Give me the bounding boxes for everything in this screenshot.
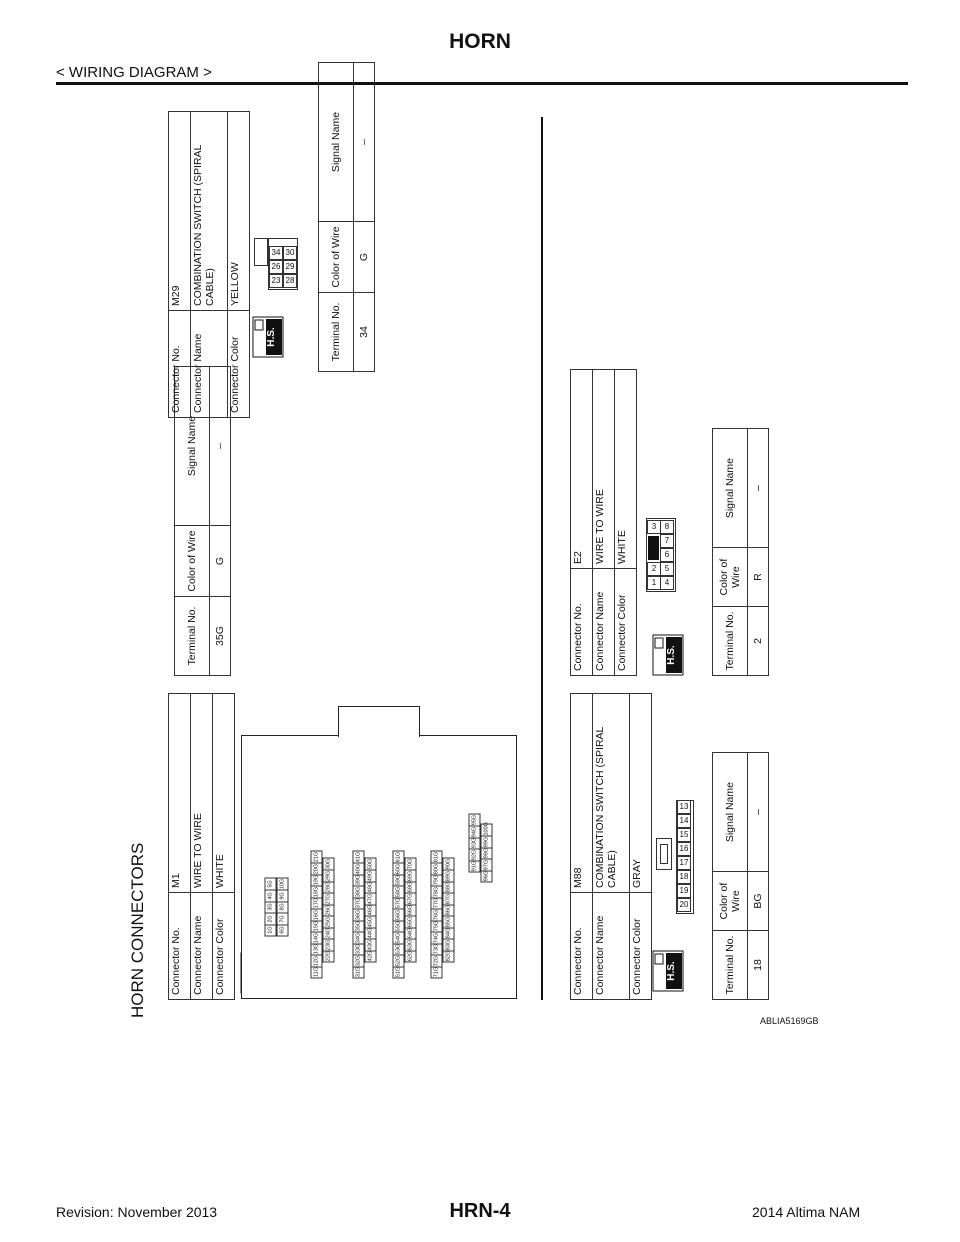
pin-cell: 59G [393,874,405,887]
pin-cell: 22G [323,950,335,963]
pin-cell: 48G [365,881,377,894]
pin-cell: 29 [283,260,297,274]
pin-cell: 84G [443,927,455,940]
pin-cell: 26 [269,260,283,274]
label-signal-name: Signal Name [175,367,210,526]
pin-cell: 47G [365,892,377,905]
pin-cell: 85G [443,915,455,928]
label-color-of-wire: Color of Wire [175,526,210,597]
connector-hs-icon [652,634,684,676]
connector-name-value: COMBINATION SWITCH (SPIRAL CABLE) [191,112,228,311]
pin-cell: 75G [431,920,443,933]
pin-cell: 96G [481,870,493,883]
pin-cell: 64G [405,927,417,940]
pin-cell: 37G [353,897,365,910]
pin-cell: 16G [311,908,323,921]
pin-cell: 81G [431,851,443,864]
pin-cell: 15 [677,828,691,842]
label-connector-no: Connector No. [571,893,593,1000]
label-terminal-no: Terminal No. [713,607,748,676]
pin-cell: 100G [481,824,493,837]
connector-e2-info-table [570,369,637,676]
pin-cell: 19G [311,874,323,887]
connector-color-value: YELLOW [228,112,250,311]
pin-cell: 26G [323,904,335,917]
pin-cell: 33G [353,943,365,956]
pin-cell: 77G [431,897,443,910]
pin-cell: 6 [660,548,674,562]
label-connector-no: Connector No. [571,569,593,676]
pin-cell: 50G [365,858,377,871]
pin-cell: 98G [481,847,493,860]
pin-cell: 14G [311,931,323,944]
pin-cell: 94G [469,825,481,838]
connector-name-value: COMBINATION SWITCH (SPIRAL CABLE) [593,694,630,893]
svg-text:H.S.: H.S. [666,961,677,981]
pin-cell: 73G [431,943,443,956]
pin-cell: 6G [277,924,289,937]
pin-cell: 31G [353,966,365,979]
pin-cell: 86G [443,904,455,917]
pin-cell: 1G [265,924,277,937]
signal-value: – [748,429,769,548]
label-connector-name: Connector Name [191,893,213,1000]
label-connector-name: Connector Name [191,311,228,418]
pin-cell: 25G [323,915,335,928]
connector-m1-body [241,735,517,999]
label-terminal-no: Terminal No. [713,931,748,1000]
wire-color-value: BG [748,872,769,931]
pin-cell: 4 [660,576,674,590]
connector-m88-terminal-table [712,752,769,1000]
pin-cell: 35G [353,920,365,933]
label-signal-name: Signal Name [713,753,748,872]
pin-cell: 32G [353,954,365,967]
connector-no-value: M29 [169,112,191,311]
pin-cell: 8G [277,901,289,914]
label-connector-color: Connector Color [630,893,652,1000]
pin-cell: 67G [405,892,417,905]
pin-cell: 56G [393,908,405,921]
pin-cell: 40G [353,862,365,875]
pin-cell: 36G [353,908,365,921]
pin-cell: 3 [647,520,661,534]
connector-m29-info-table [168,111,250,418]
label-color-of-wire: Color of Wire [713,872,748,931]
pin-cell: 62G [405,950,417,963]
connector-m29-terminal-table [318,62,375,372]
pin-cell: 72G [431,954,443,967]
pin-cell: 9G [277,889,289,902]
pin-cell: 21G [311,851,323,864]
pin-cell: 30 [283,246,297,260]
pin-cell: 41G [353,851,365,864]
pin-cell: 7 [660,534,674,548]
pin-cell: 66G [405,904,417,917]
pin-cell: 70G [405,858,417,871]
pin-cell: 53G [393,943,405,956]
pin-cell: 19 [677,884,691,898]
pin-cell: 13 [677,800,691,814]
pin-cell: 82G [443,950,455,963]
pin-cell: 23G [323,938,335,951]
pin-cell: 43G [365,938,377,951]
connector-color-value: WHITE [615,370,637,569]
pin-cell: 23 [269,274,283,288]
label-connector-name: Connector Name [593,893,630,1000]
connector-hs-icon [652,950,684,992]
pin-cell: 39G [353,874,365,887]
pin-cell: 71G [431,966,443,979]
pin-cell: 58G [393,885,405,898]
pin-cell: 68G [405,881,417,894]
connector-no-value: M88 [571,694,593,893]
svg-text:H.S.: H.S. [666,645,677,665]
pin-cell: 91G [469,860,481,873]
pin-cell: 4G [265,889,277,902]
connector-m1-latch [338,706,420,737]
pin-cell: 5 [660,562,674,576]
label-terminal-no: Terminal No. [319,293,354,372]
pin-cell: 45G [365,915,377,928]
pin-cell: 1 [647,576,661,590]
column-divider [541,117,543,1000]
section-title: HORN CONNECTORS [128,842,147,1018]
wire-color-value: G [210,526,231,597]
pin-cell: 99G [481,835,493,848]
pin-cell: 38G [353,885,365,898]
pin-cell: 14 [677,814,691,828]
pin-cell: 2 [647,562,661,576]
pin-cell: 97G [481,858,493,871]
pin-cell: 74G [431,931,443,944]
pin-cell: 51G [393,966,405,979]
pin-cell: 57G [393,897,405,910]
pin-cell: 83G [443,938,455,951]
pin-cell: 20 [677,898,691,912]
terminal-value: 34 [354,293,375,372]
label-signal-name: Signal Name [319,63,354,222]
pin-cell: 17 [677,856,691,870]
pin-cell: 3G [265,901,277,914]
pin-cell: 89G [443,869,455,882]
label-connector-no: Connector No. [169,311,191,418]
pin-cell: 52G [393,954,405,967]
connector-no-value: E2 [571,370,593,569]
pin-cell: 5G [265,878,277,891]
label-connector-color: Connector Color [615,569,637,676]
terminal-value: 18 [748,931,769,1000]
pin-cell: 20G [311,862,323,875]
pin-cell: 69G [405,869,417,882]
pin-cell: 10G [277,878,289,891]
pin-cell: 28 [283,274,297,288]
signal-value: – [354,63,375,222]
pin-cell: 18 [677,870,691,884]
page-subtitle: < WIRING DIAGRAM > [56,64,212,81]
pin-cell: 2G [265,912,277,925]
connector-m29-face [254,238,296,288]
pin-cell: 90G [443,858,455,871]
pin-cell: 8 [660,520,674,534]
pin-cell: 27G [323,892,335,905]
pin-cell: 18G [311,885,323,898]
pin-cell: 30G [323,858,335,871]
label-connector-name: Connector Name [593,569,615,676]
footer-model: 2014 Altima NAM [752,1204,861,1220]
connector-m29-latch [254,238,268,266]
connector-e2-key [648,536,659,560]
pin-cell: 24G [323,927,335,940]
wire-color-value: R [748,548,769,607]
pin-cell: 80G [431,862,443,875]
footer-revision: Revision: November 2013 [56,1204,218,1220]
pin-cell: 55G [393,920,405,933]
pin-cell: 65G [405,915,417,928]
connector-m88-face [652,800,692,912]
connector-color-value: WHITE [213,694,235,893]
pin-cell: 49G [365,869,377,882]
pin-cell: 12G [311,954,323,967]
pin-cell: 87G [443,892,455,905]
pin-cell: 15G [311,920,323,933]
terminal-value: 2 [748,607,769,676]
terminal-value: 35G [210,597,231,676]
connector-no-value: M1 [169,694,191,893]
signal-value: – [748,753,769,872]
pin-cell: 11G [311,966,323,979]
pin-cell: 76G [431,908,443,921]
pin-cell: 13G [311,943,323,956]
label-connector-color: Connector Color [228,311,250,418]
pin-cell: 29G [323,869,335,882]
pin-cell: 79G [431,874,443,887]
pin-cell: 7G [277,912,289,925]
pin-cell: 78G [431,885,443,898]
connector-color-value: GRAY [630,694,652,893]
page-title: HORN [449,30,511,53]
connector-e2-face [646,518,674,590]
connector-name-value: WIRE TO WIRE [593,370,615,569]
signal-value: – [210,367,231,526]
pin-cell: 95G [469,814,481,827]
label-terminal-no: Terminal No. [175,597,210,676]
pin-cell: 34 [269,246,283,260]
connector-hs-icon [252,316,284,358]
pin-cell: 17G [311,897,323,910]
pin-cell: 46G [365,904,377,917]
wire-color-value: G [354,222,375,293]
pin-cell: 16 [677,842,691,856]
pin-cell: 54G [393,931,405,944]
pin-cell: 44G [365,927,377,940]
header-rule [56,82,908,85]
connector-m88-info-table [570,693,652,1000]
pin-cell: 63G [405,938,417,951]
connector-m1-info-table [168,693,235,1000]
pin-cell: 92G [469,848,481,861]
label-color-of-wire: Color of Wire [319,222,354,293]
pin-cell: 28G [323,881,335,894]
connector-name-value: WIRE TO WIRE [191,694,213,893]
figure-code: ABLIA5169GB [760,1016,819,1026]
label-signal-name: Signal Name [713,429,748,548]
pin-cell: 34G [353,931,365,944]
connector-e2-terminal-table [712,428,769,676]
pin-cell: 61G [393,851,405,864]
pin-cell: 88G [443,881,455,894]
footer-page-number: HRN-4 [449,1200,511,1222]
svg-text:H.S.: H.S. [266,327,277,347]
label-color-of-wire: Color of Wire [713,548,748,607]
pin-cell: 60G [393,862,405,875]
pin-cell: 42G [365,950,377,963]
pin-cell: 93G [469,837,481,850]
label-connector-color: Connector Color [213,893,235,1000]
connector-m88-latch-inner [660,844,668,864]
label-connector-no: Connector No. [169,893,191,1000]
